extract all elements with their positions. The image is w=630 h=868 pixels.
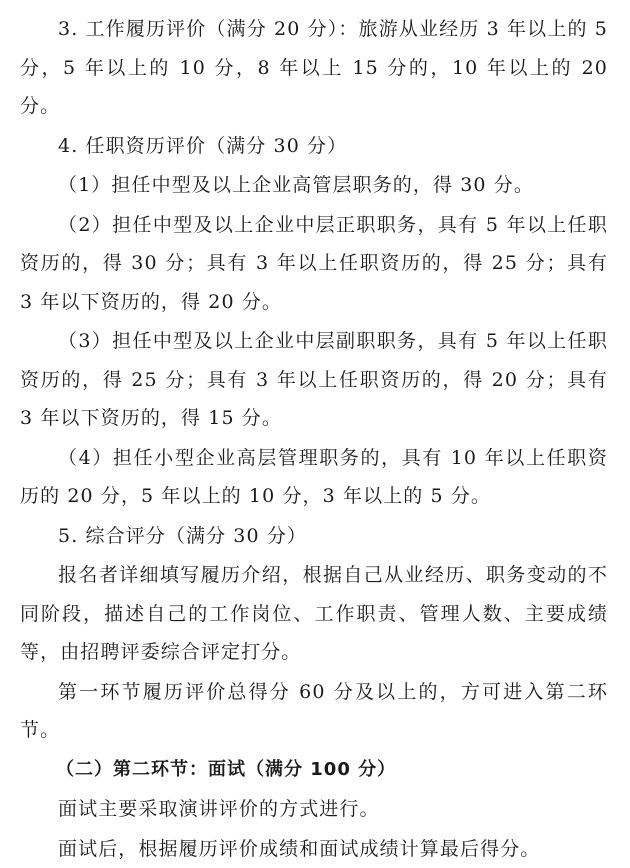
tenure-item-2: （2）担任中型及以上企业中层正职职务，具有 5 年以上任职资历的，得 30 分；具有 3 年以上任职资历的，得 25 分；具有 3 年以下资历的，得 20 分。 <box>20 206 608 322</box>
comprehensive-score-heading: 5. 综合评分（满分 30 分） <box>20 517 608 556</box>
final-score-note: 面试后，根据履历评价成绩和面试成绩计算最后得分。 <box>20 830 608 868</box>
tenure-item-4: （4）担任小型企业高层管理职务的，具有 10 年以上任职资历的 20 分，5 年以上的 10 分，3 年以上的 5 分。 <box>20 439 608 516</box>
work-history-criteria: 3. 工作履历评价（满分 20 分）：旅游从业经历 3 年以上的 5 分，5 年以上的 10 分，8 年以上 15 分的，10 年以上的 20 分。 <box>20 10 608 126</box>
tenure-item-1: （1）担任中型及以上企业高管层职务的，得 30 分。 <box>20 166 608 205</box>
tenure-item-3: （3）担任中型及以上企业中层副职职务，具有 5 年以上任职资历的，得 25 分；具有 3 年以上任职资历的，得 20 分；具有 3 年以下资历的，得 15 分。 <box>20 322 608 438</box>
tenure-evaluation-heading: 4. 任职资历评价（满分 30 分） <box>20 127 608 166</box>
interview-method: 面试主要采取演讲评价的方式进行。 <box>20 790 608 829</box>
stage-two-heading: （二）第二环节：面试（满分 100 分） <box>20 751 608 790</box>
comprehensive-score-description: 报名者详细填写履历介绍，根据自己从业经历、职务变动的不同阶段，描述自己的工作岗位、工作职责、管理人数、主要成绩等，由招聘评委综合评定打分。 <box>20 556 608 672</box>
stage-one-threshold: 第一环节履历评价总得分 60 分及以上的，方可进入第二环节。 <box>20 673 608 750</box>
